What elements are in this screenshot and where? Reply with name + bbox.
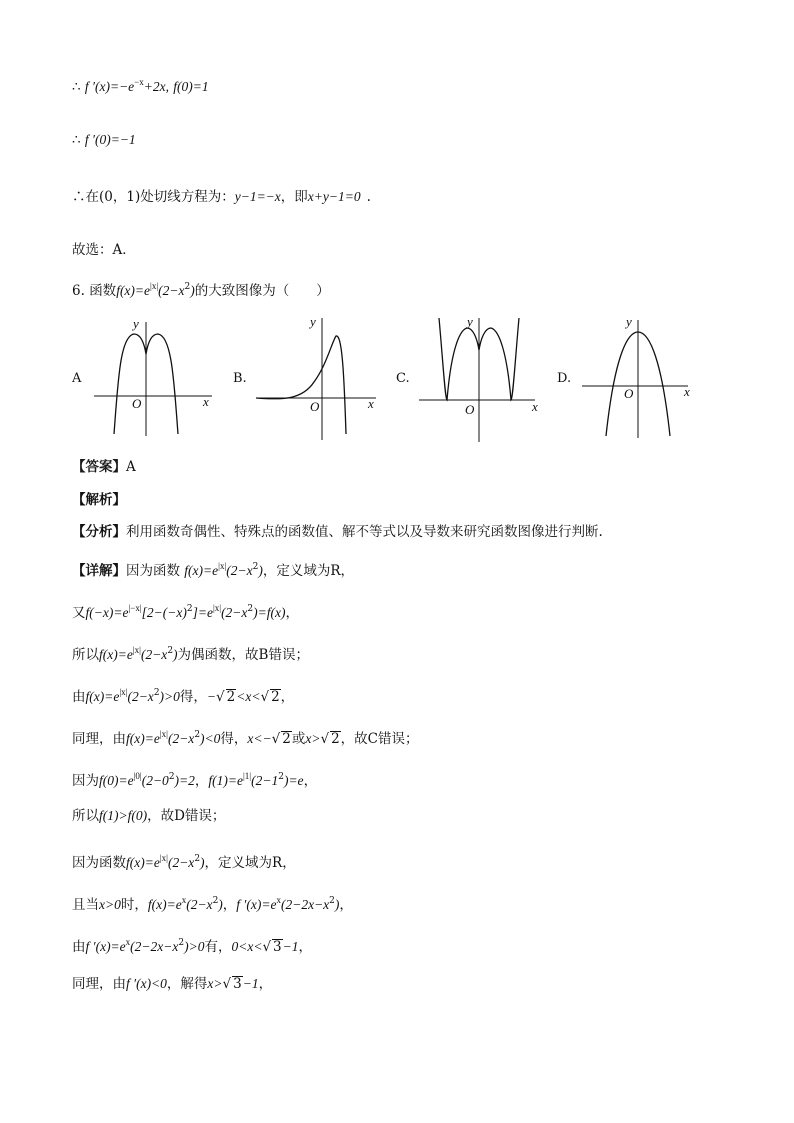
option-d-label: D. (557, 371, 572, 386)
answer-tag: 【答案】 (72, 459, 126, 475)
choice-line: 故选：A． (72, 242, 136, 258)
graph-c (415, 312, 545, 447)
x-label: x (532, 399, 538, 414)
detail-line-9: 且当x>0时，$f(x)=e^x(2-x^2)$，f $'(x)=e^x(2-2x-x^2)$， (72, 895, 353, 913)
y-label: y (626, 314, 632, 329)
x-label: x (203, 394, 209, 409)
x-label: x (684, 384, 690, 399)
option-a-label: A (72, 371, 82, 386)
detail-line-10: 由f $'(x)=e^x(2-2x-x^2)>0$有，0<x<√ 3−1， (72, 937, 313, 955)
answer-value: A (126, 459, 136, 475)
detail-line-5: 同理，由$f(x)=e^{|x|}(2-x^2)<0$得，x<−√ 2或x>√ 2，故C错误； (72, 729, 419, 747)
therefore-symbol: ∴ (72, 79, 81, 95)
origin-label: O (310, 399, 320, 414)
analysis-heading: 【解析】 (72, 492, 126, 508)
x-label: x (368, 396, 374, 411)
y-label: y (467, 314, 473, 329)
graph-b (252, 312, 382, 442)
detail-line-6: 因为$f(0)=e^{|0|}(2-0^2)=2$，$f(1)=e^{|1|}(2-1^2)=e$， (72, 771, 318, 789)
origin-label: O (465, 402, 475, 417)
answer-line (72, 457, 136, 477)
origin-label: O (624, 386, 634, 401)
y-label: y (133, 316, 139, 331)
derivative-line: ∴ f $'(x)=-e^{-x}+2x$, f(0)=1 (72, 77, 209, 95)
detail-line-11: 同理，由f ′(x)<0，解得x>√ 3−1， (72, 976, 273, 992)
origin-label: O (132, 396, 142, 411)
therefore-symbol: ∴ (72, 132, 81, 148)
detail-line-1: 【详解】因为函数 $f(x)=e^{|x|}(2-x^2)$，定义域为R， (72, 561, 355, 579)
derivative-expr: f ′(x)= (84, 79, 120, 94)
detail-line-3: 所以$f(x)=e^{|x|}(2-x^2)$为偶函数，故B错误； (72, 645, 309, 663)
detail-line-4: 由$f(x)=e^{|x|}(2-x^2)>0$得，−√ 2<x<√ 2， (72, 687, 295, 705)
question-6: 6. 函数$f(x)=e^{|x|}(2-x^2)$的大致图像为（ ） (72, 281, 330, 299)
detail-line-7: 所以f(1)>f(0)，故D错误； (72, 808, 226, 824)
option-c-label: C. (396, 371, 410, 386)
derivative-at-zero-line: ∴ f ′(0)=−1 (72, 132, 136, 148)
fenxi-line: 【分析】利用函数奇偶性、特殊点的函数值、解不等式以及导数来研究函数图像进行判断. (72, 524, 603, 540)
graph-b-curve (256, 336, 346, 434)
question-number: 6. (72, 283, 85, 299)
detail-line-2: 又$f(-x)=e^{|-x|}[2-(-x)^2]=e^{|x|}(2-x^2)=f(x)$， (72, 603, 299, 621)
tangent-line-equation: ∴在(0，1)处切线方程为：y−1=−x，即x+y−1=0 . (72, 189, 371, 205)
detail-line-8: 因为函数$f(x)=e^{|x|}(2-x^2)$，定义域为R， (72, 853, 296, 871)
option-b-label: B. (233, 371, 247, 386)
y-label: y (310, 314, 316, 329)
graph-a (90, 312, 220, 442)
graph-d (580, 312, 700, 442)
